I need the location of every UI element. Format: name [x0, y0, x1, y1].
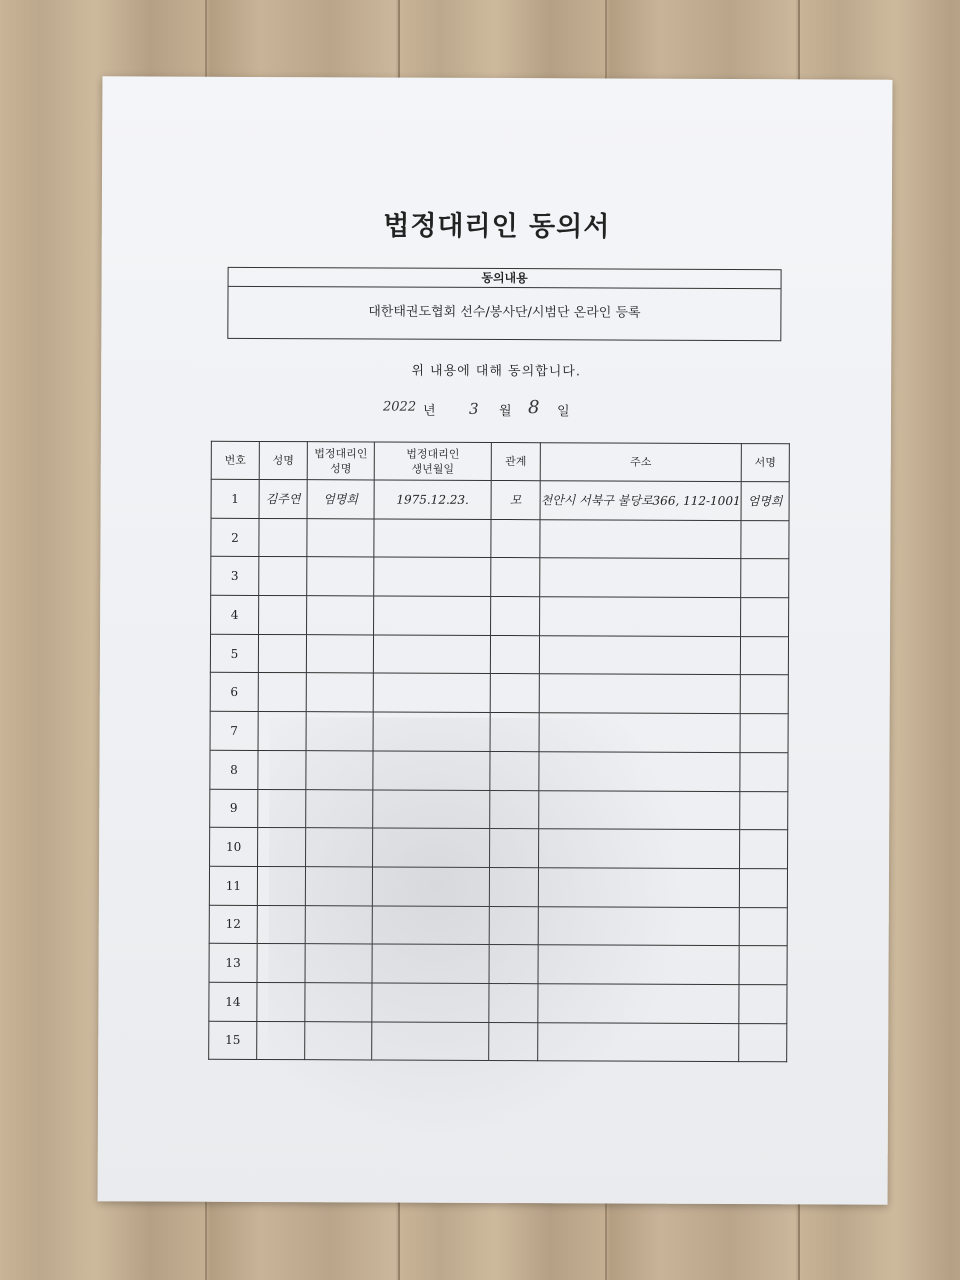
row-address [540, 558, 741, 598]
row-guardian-birth: 1975.12.23. [374, 480, 491, 519]
row-relation [489, 983, 538, 1022]
row-relation [490, 751, 539, 790]
row-guardian-name [305, 944, 372, 983]
row-address [539, 829, 740, 869]
table-row [211, 557, 789, 598]
table-row [209, 905, 787, 946]
row-signature [740, 714, 788, 753]
row-signature [739, 868, 787, 907]
row-guardian-name [306, 673, 373, 712]
table-header-row [211, 441, 789, 482]
table-row [211, 479, 789, 520]
row-address [539, 713, 740, 753]
header-guardian-birth-line2: 생년월일 [411, 462, 455, 476]
table-row [210, 827, 788, 868]
row-guardian-birth [374, 596, 491, 635]
row-guardian-birth [374, 557, 491, 596]
row-address [539, 752, 740, 792]
row-number: 4 [211, 595, 259, 634]
row-guardian-birth [372, 1022, 489, 1061]
row-number: 1 [211, 479, 259, 518]
row-name [257, 982, 305, 1021]
row-relation [491, 558, 540, 597]
consent-content-box [227, 267, 781, 341]
row-signature [739, 907, 787, 946]
table-row [210, 750, 788, 791]
header-name: 성명 [259, 441, 307, 479]
row-signature [739, 1023, 787, 1062]
row-guardian-name [306, 789, 373, 828]
row-name [257, 944, 305, 983]
row-name [257, 1021, 305, 1060]
row-relation [490, 674, 539, 713]
row-address [538, 984, 739, 1024]
row-guardian-name [306, 712, 373, 751]
table-row [209, 982, 787, 1023]
row-signature: 엄명희 [741, 482, 789, 521]
row-name [257, 905, 305, 944]
header-guardian-birth-line1: 법정대리인 [406, 447, 460, 461]
row-name [258, 828, 306, 867]
header-address: 주소 [540, 443, 741, 482]
header-signature: 서명 [741, 444, 789, 482]
row-guardian-birth [373, 751, 490, 790]
row-guardian-name [306, 750, 373, 789]
row-name [257, 866, 305, 905]
row-name [258, 634, 306, 673]
header-guardian-name-line2: 성명 [330, 461, 352, 475]
row-name: 김주연 [259, 479, 307, 518]
row-signature [740, 830, 788, 869]
table-row [211, 595, 789, 636]
row-number: 3 [211, 557, 259, 596]
date-year-label: 년 [422, 403, 436, 419]
row-name [258, 789, 306, 828]
table-row [211, 518, 789, 559]
header-guardian-birth [374, 442, 491, 481]
row-guardian-name [306, 828, 373, 867]
row-guardian-birth [372, 867, 489, 906]
row-address [540, 519, 741, 559]
row-number: 15 [209, 1021, 257, 1060]
table-row [210, 711, 788, 752]
date-month-label: 월 [498, 404, 512, 420]
row-signature [740, 636, 788, 675]
row-signature [740, 791, 788, 830]
row-guardian-name [305, 867, 372, 906]
row-guardian-name: 엄명희 [307, 480, 374, 519]
row-guardian-birth [374, 519, 491, 558]
row-name [258, 750, 306, 789]
row-relation [489, 867, 538, 906]
guardian-roster-table [208, 441, 790, 1063]
row-name [258, 712, 306, 751]
row-relation [490, 829, 539, 868]
row-number: 9 [210, 789, 258, 828]
row-guardian-name [307, 596, 374, 635]
row-guardian-birth [373, 828, 490, 867]
row-number: 6 [210, 673, 258, 712]
row-number: 13 [209, 944, 257, 983]
header-guardian-name [307, 442, 374, 480]
document-title: 법정대리인 동의서 [383, 210, 611, 243]
row-signature [740, 752, 788, 791]
table-row [210, 634, 788, 675]
row-guardian-name [305, 1021, 372, 1060]
row-signature [741, 520, 789, 559]
row-relation [491, 519, 540, 558]
row-guardian-name [307, 557, 374, 596]
row-number: 11 [209, 866, 257, 905]
row-address [539, 635, 740, 675]
row-guardian-name [305, 905, 372, 944]
row-address [538, 1022, 739, 1062]
row-name [258, 673, 306, 712]
row-address [538, 906, 739, 946]
row-relation: 모 [491, 480, 540, 519]
header-relation: 관계 [491, 442, 540, 480]
row-relation [489, 906, 538, 945]
row-relation [490, 635, 539, 674]
row-address [540, 597, 741, 637]
row-guardian-birth [373, 712, 490, 751]
row-guardian-birth [373, 673, 490, 712]
row-guardian-name [306, 634, 373, 673]
date-year-value: 2022 [382, 399, 417, 415]
row-address: 천안시 서북구 불당로366, 112-1001 [540, 481, 741, 521]
table-row [210, 789, 788, 830]
row-name [259, 596, 307, 635]
row-address [538, 945, 739, 985]
table-row [210, 673, 788, 714]
date-day-label: 일 [556, 404, 570, 420]
row-address [539, 674, 740, 714]
table-row [209, 1021, 787, 1062]
table-row [209, 866, 787, 907]
row-number: 7 [210, 711, 258, 750]
row-number: 8 [210, 750, 258, 789]
agreement-statement: 위 내용에 대해 동의합니다. [411, 363, 582, 380]
header-no: 번호 [211, 441, 259, 479]
row-address [539, 790, 740, 830]
row-relation [490, 713, 539, 752]
row-number: 10 [210, 827, 258, 866]
row-guardian-name [305, 983, 372, 1022]
date-month-value: 3 [468, 399, 479, 418]
row-number: 14 [209, 982, 257, 1021]
row-address [538, 868, 739, 908]
table-body [209, 479, 790, 1062]
consent-content-text: 대한태권도협회 선수/봉사단/시범단 온라인 등록 [368, 304, 641, 321]
row-signature [741, 598, 789, 637]
row-guardian-birth [373, 789, 490, 828]
date-day-value: 8 [527, 397, 540, 419]
row-signature [740, 675, 788, 714]
consent-form-paper [98, 76, 893, 1204]
guardian-table-wrapper [208, 441, 790, 1063]
row-guardian-birth [373, 635, 490, 674]
row-guardian-birth [372, 906, 489, 945]
row-relation [489, 1022, 538, 1061]
row-signature [739, 946, 787, 985]
header-guardian-name-line1: 법정대리인 [314, 446, 368, 460]
row-relation [491, 597, 540, 636]
row-name [259, 557, 307, 596]
row-number: 5 [210, 634, 258, 673]
row-guardian-birth [372, 944, 489, 983]
row-signature [741, 559, 789, 598]
row-signature [739, 985, 787, 1024]
row-guardian-name [307, 518, 374, 557]
row-name [259, 518, 307, 557]
table-row [209, 944, 787, 985]
row-number: 2 [211, 518, 259, 557]
row-number: 12 [209, 905, 257, 944]
consent-content-header: 동의내용 [229, 268, 781, 289]
row-relation [489, 945, 538, 984]
row-guardian-birth [372, 983, 489, 1022]
row-relation [490, 790, 539, 829]
